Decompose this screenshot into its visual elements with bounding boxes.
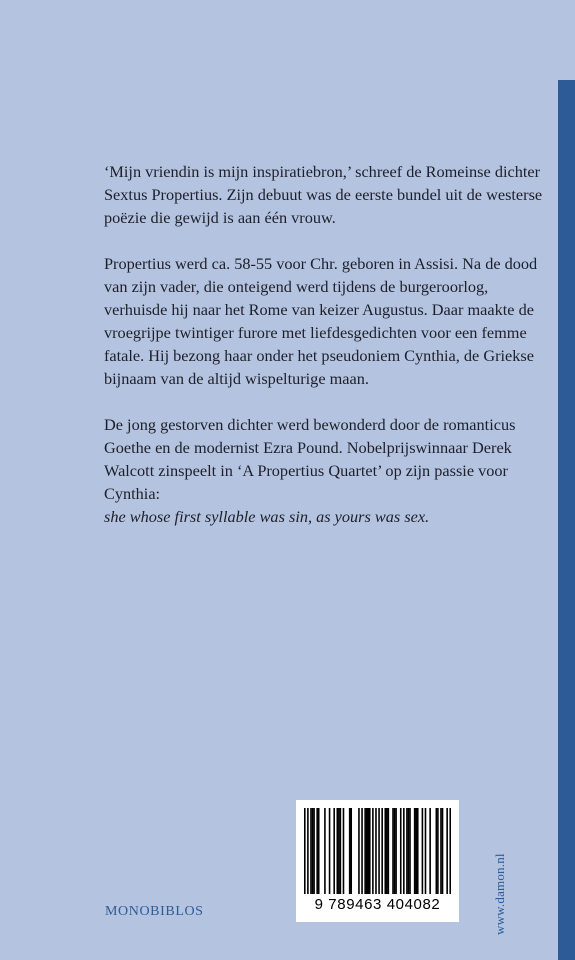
- blurb-paragraph-3: [104, 413, 544, 528]
- barcode-bar: [436, 808, 438, 894]
- barcode-bar: [361, 808, 363, 894]
- barcode-bar: [381, 808, 383, 894]
- barcode-bar: [394, 808, 396, 894]
- barcode-bar: [313, 808, 315, 894]
- barcode-bar: [414, 808, 416, 894]
- barcode-bar: [358, 808, 360, 894]
- barcode-bar: [333, 808, 335, 894]
- barcode-bar: [364, 808, 366, 894]
- barcode-bar: [386, 808, 388, 894]
- barcode-bar: [429, 808, 431, 894]
- barcode-bar: [338, 808, 340, 894]
- barcode-bar: [318, 808, 320, 894]
- isbn-digits: 9 789463 404082: [314, 896, 441, 913]
- walcott-quote: she whose first syllable was sin, as yours was sex.: [104, 507, 430, 526]
- barcode-bar: [378, 808, 380, 894]
- barcode-bar: [395, 808, 397, 894]
- barcode-bar: [415, 808, 417, 894]
- barcode-bar: [307, 808, 309, 894]
- barcode-bar: [392, 808, 394, 894]
- barcode-bar: [310, 808, 312, 894]
- barcode-bar: [408, 808, 410, 894]
- barcode-bar: [324, 808, 326, 894]
- barcode-bar: [437, 808, 439, 894]
- barcode-bar: [312, 808, 314, 894]
- barcode-bar: [316, 808, 318, 894]
- barcode-bar: [388, 808, 390, 894]
- barcode-bar: [440, 808, 442, 894]
- barcode-bar: [442, 808, 444, 894]
- barcode-bar: [343, 808, 345, 894]
- barcode-bar: [340, 808, 342, 894]
- barcode-bar: [367, 808, 369, 894]
- blurb-paragraph-2: Propertius werd ca. 58-55 voor Chr. geboren in Assisi. Na de dood van zijn vader, die onteigend werd tijdens de burgeroorlog, verhuisde hij naar het Rome van keizer Augustus. Daar maakte de vroegrijpe twintiger furore met liefdesgedichten voor een femme fatale. Hij bezong haar onder het pseudoniem Cynthia, de Griekse bijnaam van de altijd wispelturige maan.: [104, 254, 538, 388]
- barcode-bar: [375, 808, 377, 894]
- spine-color-band: [558, 0, 575, 960]
- barcode-bar: [304, 808, 306, 894]
- blurb-paragraph-3-text: De jong gestorven dichter werd bewonderd door de romanticus Goethe en de modernist Ezra Pound. Nobelprijswinnaar Derek Walcott zinspeelt in ‘A Propertius Quartet’ op zijn passie voor Cynthia:: [104, 415, 516, 503]
- barcode-bar: [409, 808, 411, 894]
- barcode-bars: [304, 808, 451, 894]
- spine-band-gap: [558, 0, 575, 80]
- series-name: MONOBIBLOS: [105, 904, 204, 919]
- barcode-bar: [446, 808, 448, 894]
- barcode-bar: [400, 808, 402, 894]
- barcode-bar: [372, 808, 374, 894]
- back-cover-blurb: [104, 160, 544, 551]
- barcode-bar: [384, 808, 386, 894]
- barcode-bar: [406, 808, 408, 894]
- barcode-bar: [336, 808, 338, 894]
- barcode-bar: [425, 808, 427, 894]
- barcode-bar: [329, 808, 331, 894]
- blurb-paragraph-1: ‘Mijn vriendin is mijn inspiratiebron,’ schreef de Romeinse dichter Sextus Propertius. Zijn debuut was de eerste bundel uit de westerse poëzie die gewijd is aan één vrouw.: [104, 162, 543, 227]
- barcode-bar: [422, 808, 424, 894]
- barcode-bar: [403, 808, 405, 894]
- barcode-bar: [369, 808, 371, 894]
- barcode-bar: [350, 808, 352, 894]
- barcode-bar: [449, 808, 451, 894]
- barcode-bar: [366, 808, 368, 894]
- barcode-bar: [417, 808, 419, 894]
- isbn-barcode: [296, 800, 459, 922]
- publisher-url: www.damon.nl: [492, 853, 507, 935]
- barcode-bar: [349, 808, 351, 894]
